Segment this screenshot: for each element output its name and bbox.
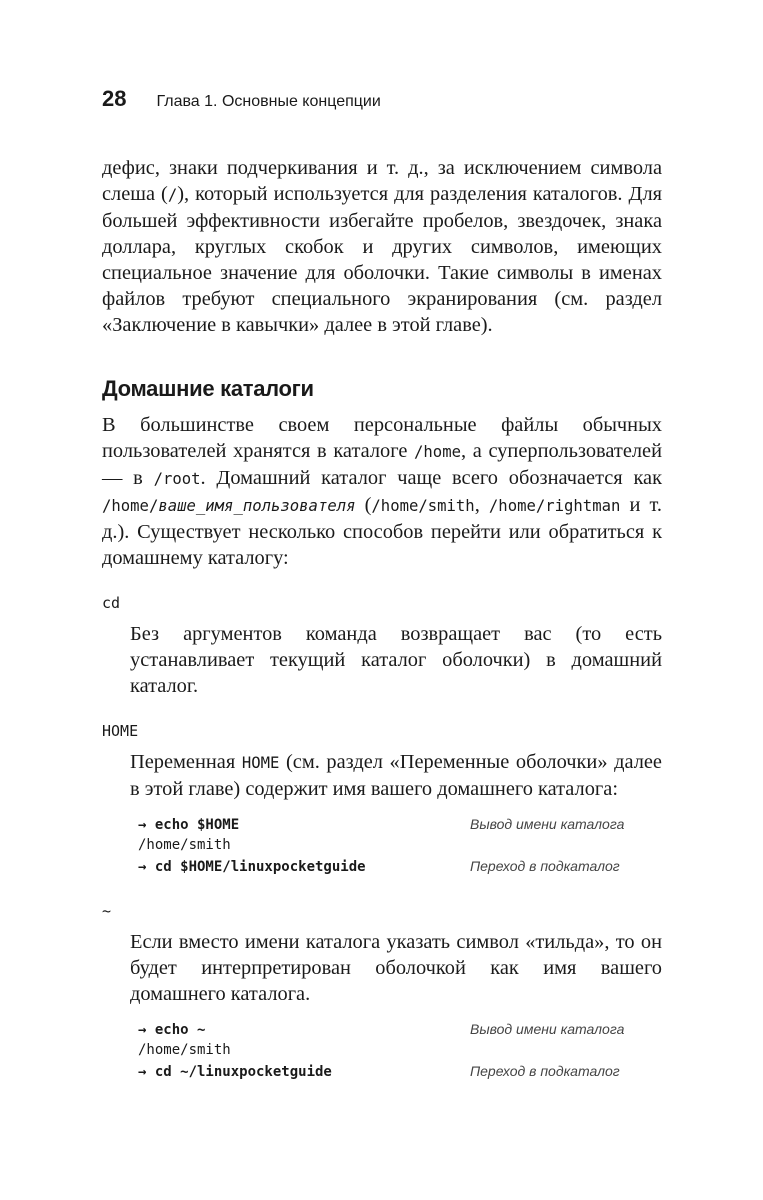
code-command: → cd $HOME/linuxpocketguide [138, 859, 366, 875]
code-command: → echo ~ [138, 1022, 206, 1038]
code-comment: Переход в подкаталог [470, 1063, 620, 1079]
term-tilde: ~ [102, 902, 112, 920]
code-comment: Вывод имени каталога [470, 1021, 625, 1037]
term-cd: cd [102, 594, 121, 612]
code-command: → cd ~/linuxpocketguide [138, 1064, 332, 1080]
page-content [102, 155, 662, 1084]
code-output: /home/smith [138, 1042, 231, 1058]
code-line [138, 858, 638, 879]
code-comment: Вывод имени каталога [470, 816, 625, 832]
code-comment: Переход в подкаталог [470, 858, 620, 874]
code-line [138, 1063, 638, 1084]
running-header [102, 86, 381, 112]
code-block-tilde [138, 1021, 638, 1084]
term-home-description: Переменная HOME (см. раздел «Переменные оболочки» далее в этой главе) содержит имя вашего домашнего каталога: [130, 751, 662, 800]
section-title: Домашние каталоги [102, 376, 314, 401]
term-cd-description: Без аргументов команда возвращает вас (то есть устанавливает текущий каталог оболочки) в домашний каталог. [130, 623, 662, 697]
intro-paragraph: дефис, знаки подчеркивания и т. д., за исключением символа слеша (/), который используется для разделения каталогов. Для большей эффективности избегайте пробелов, звездочек, знака доллара, круглых скобок и других символов, имеющих специальное значение для оболочки. Такие символы в именах файлов требуют специального экранирования (см. раздел «Заключение в кавычки» далее в этой главе). [102, 157, 662, 336]
code-output: /home/smith [138, 837, 231, 853]
slash-code: / [167, 186, 178, 204]
code-block-home [138, 816, 638, 879]
term-tilde-description: Если вместо имени каталога указать символ «тильда», то он будет интерпретирован оболочкой как имя вашего домашнего каталога. [130, 931, 662, 1005]
code-line [138, 816, 638, 837]
section-paragraph: В большинстве своем персональные файлы обычных пользователей хранятся в каталоге /home, а суперпользователей — в /root. Домашний каталог чаще всего обозначается как /home/ваше_имя_пользователя (/home/smith, /home/rightman и т. д.). Существует несколько способов перейти или обратиться к домашнему каталогу: [102, 414, 663, 569]
chapter-title: Глава 1. Основные концепции [156, 93, 381, 110]
code-line [138, 1042, 638, 1063]
code-command: → echo $HOME [138, 817, 240, 833]
term-home: HOME [102, 722, 139, 740]
code-line [138, 837, 638, 858]
page-number: 28 [102, 86, 127, 111]
code-line [138, 1021, 638, 1042]
